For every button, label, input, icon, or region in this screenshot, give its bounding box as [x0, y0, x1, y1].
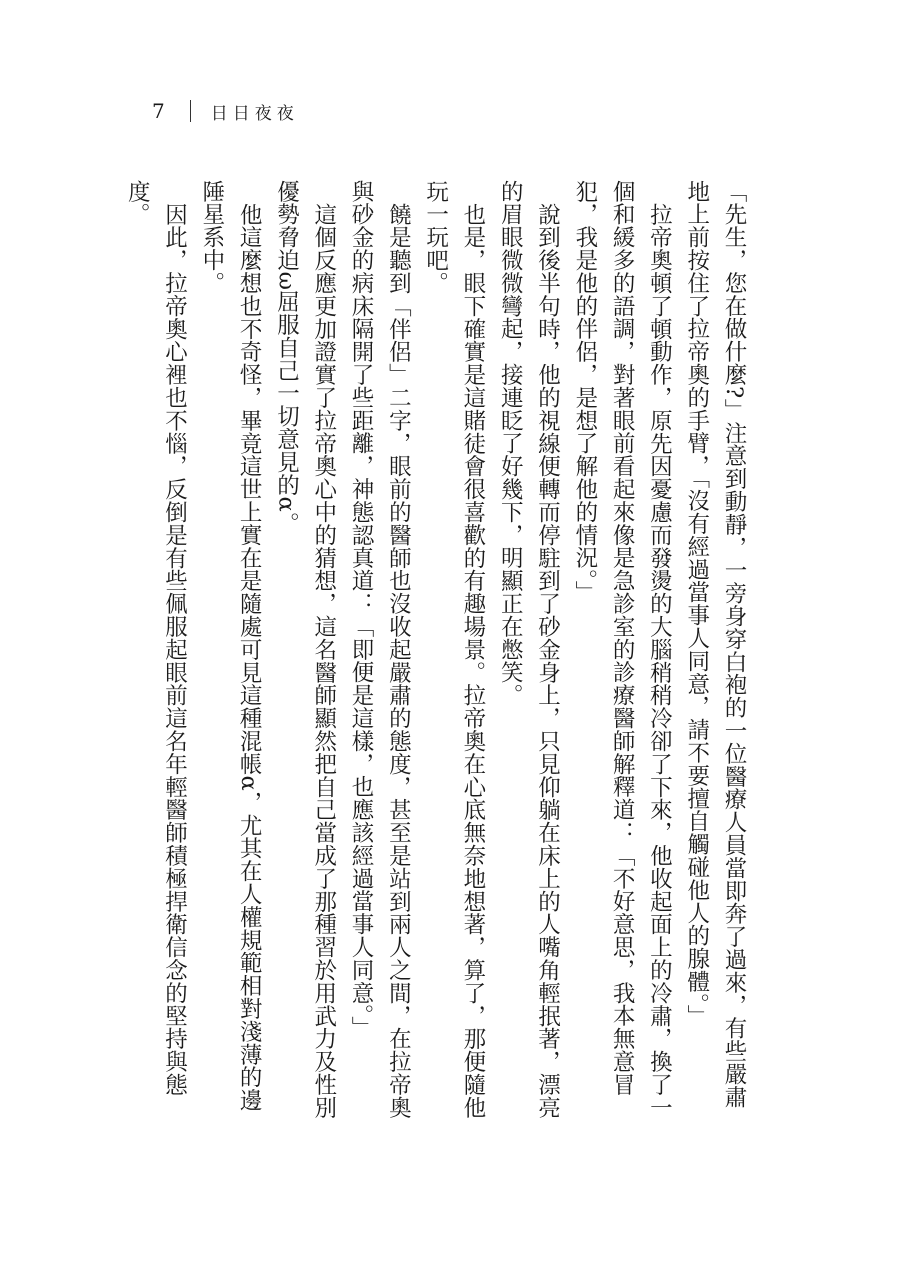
paragraph-4: 也是，眼下確實是這賭徒會很喜歡的有趣場景。拉帝奧在心底無奈地想著，算了，那便隨他玩一玩吧。 — [422, 180, 486, 1119]
page-number: 7 — [152, 99, 168, 123]
paragraph-2: 拉帝奧頓了頓動作，原先因憂慮而發燙的大腦稍稍冷卻了下來，他收起面上的冷肅，換了一個和緩多的語調，對著眼前看起來像是急診室的診療醫師解釋道：「不好意思，我本無意冒犯，我是他的伴侶，是想了解他的情況。」 — [571, 180, 673, 1119]
paragraph-3: 說到後半句時，他的視線便轉而停駐到了砂金身上，只見仰躺在床上的人嘴角輕抿著，漂亮的眉眼微微彎起，接連眨了好幾下，明顯正在憋笑。 — [497, 180, 561, 1119]
paragraph-5: 饒是聽到「伴侶」二字，眼前的醫師也沒收起嚴肅的態度，甚至是站到兩人之間，在拉帝奧與砂金的病床隔開了些距離，神態認真道：「即便是這樣，也應該經過當事人同意。」 — [348, 180, 412, 1119]
running-header — [152, 96, 299, 126]
paragraph-1: 「先生，您在做什麼?」注意到動靜，一旁身穿白袍的一位醫療人員當即奔了過來，有些嚴肅地上前按住了拉帝奧的手臂，「沒有經過當事人同意，請不要擅自觸碰他人的腺體。」 — [683, 180, 747, 1109]
book-title: 日日夜夜 — [210, 103, 299, 124]
paragraph-8: 因此，拉帝奧心裡也不惱，反倒是有些佩服起眼前這名年輕醫師積極捍衛信念的堅持與態度。 — [124, 180, 188, 1096]
vertical-body-text — [118, 180, 752, 1120]
paragraph-6: 這個反應更加證實了拉帝奧心中的猜想，這名醫師顯然把自己當成了那種習於用武力及性別優勢脅迫ω屈服自己一切意見的α。 — [273, 180, 337, 1119]
paragraph-7: 他這麼想也不奇怪，畢竟這世上實在是隨處可見這種混帳α，尤其在人權規範相對淺薄的邊陲星系中。 — [198, 180, 263, 1112]
header-divider — [190, 100, 191, 122]
